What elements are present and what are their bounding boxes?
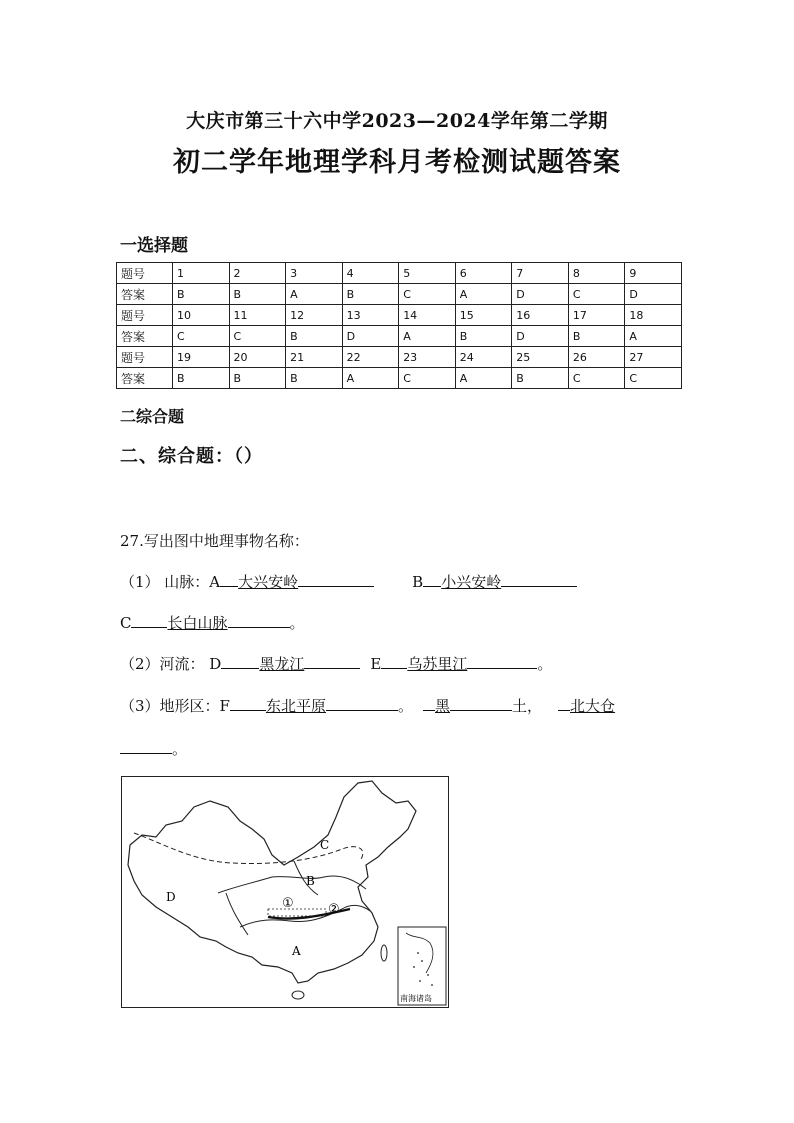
table-cell: 23 [399,347,456,368]
table-row [117,263,682,284]
table-cell: 5 [399,263,456,284]
answer-d: 黑龙江 [259,655,305,673]
title-line-2: 初二学年地理学科月考检测试题答案 [173,147,621,178]
table-cell: B [173,368,230,389]
row-label: 题号 [117,305,173,326]
map-label-b: B [306,874,315,888]
hainan-island [292,991,304,999]
table-cell: B [173,284,230,305]
map-label-a: A [292,944,301,958]
title-line-1: 大庆市第三十六中学2023—2024学年第二学期 [186,110,608,132]
answer-f: 东北平原 [265,697,326,715]
terrain-prefix: （3）地形区：F [120,697,230,715]
q27-line-rivers [120,653,552,674]
table-cell: C [625,368,682,389]
table-row [117,368,682,389]
region-line-3 [226,893,248,935]
table-cell: A [625,326,682,347]
table-cell: A [455,284,512,305]
section2-heading-full: 二、综合题：（） [120,446,263,467]
table-cell: C [399,368,456,389]
china-map-svg [122,777,448,1007]
china-map-figure [121,776,449,1008]
table-cell: 26 [568,347,625,368]
q27-line-mountains [120,571,577,592]
period: 。 [397,697,413,715]
period: 。 [172,740,188,758]
table-cell: A [455,368,512,389]
answer-table [116,262,682,389]
table-cell: 17 [568,305,625,326]
mountains-prefix: （1） 山脉：A [120,573,221,591]
rivers-prefix: （2）河流： D [120,655,222,673]
table-cell: B [455,326,512,347]
table-cell: B [229,368,286,389]
table-cell: 2 [229,263,286,284]
row-label: 答案 [117,368,173,389]
table-cell: 20 [229,347,286,368]
table-cell: 15 [455,305,512,326]
q27-prompt: 27.写出图中地理事物名称： [120,532,309,550]
soil-suffix: 土， [512,697,543,715]
table-cell: 1 [173,263,230,284]
table-cell: 12 [286,305,343,326]
answer-c: 长白山脉 [167,614,228,632]
table-cell: A [399,326,456,347]
table-cell: C [568,284,625,305]
table-cell: 11 [229,305,286,326]
table-cell: C [399,284,456,305]
section2-heading: 二综合题 [120,407,185,426]
row-label: 题号 [117,347,173,368]
table-cell: 16 [512,305,569,326]
table-row [117,284,682,305]
table-cell: 3 [286,263,343,284]
table-cell: 7 [512,263,569,284]
answer-a: 大兴安岭 [238,573,299,591]
table-cell: 21 [286,347,343,368]
period: 。 [289,614,305,632]
table-row [117,326,682,347]
table-cell: B [286,368,343,389]
table-cell: 24 [455,347,512,368]
answer-b: 小兴安岭 [441,573,502,591]
map-label-d: D [166,890,176,904]
table-cell: 8 [568,263,625,284]
table-cell: 13 [342,305,399,326]
table-cell: B [568,326,625,347]
table-cell: A [342,368,399,389]
period: 。 [537,655,553,673]
table-cell: 4 [342,263,399,284]
row-label: 题号 [117,263,173,284]
map-label-circle-1: ① [282,896,294,911]
answer-e: 乌苏里江 [407,655,468,673]
table-cell: D [342,326,399,347]
region-line-1 [218,876,366,893]
table-cell: C [173,326,230,347]
taiwan-island [381,945,387,961]
table-cell: B [229,284,286,305]
table-cell: 10 [173,305,230,326]
table-row [117,347,682,368]
table-row [117,305,682,326]
row-label: 答案 [117,326,173,347]
table-cell: B [512,368,569,389]
c-prefix: C [120,614,132,632]
table-cell: B [342,284,399,305]
table-cell: C [229,326,286,347]
answer-soil: 黑 [434,697,450,715]
q27-line-terrain [120,695,615,716]
table-cell: 14 [399,305,456,326]
map-label-c: C [320,838,330,852]
table-cell: D [512,326,569,347]
answer-granary: 北大仓 [570,697,616,715]
table-cell: 6 [455,263,512,284]
table-cell: 22 [342,347,399,368]
table-cell: B [286,326,343,347]
table-cell: C [568,368,625,389]
table-cell: 9 [625,263,682,284]
b-prefix: B [412,573,424,591]
table-cell: A [286,284,343,305]
row-label: 答案 [117,284,173,305]
table-cell: 19 [173,347,230,368]
country-outline [128,781,416,983]
q27-line-c [120,612,305,633]
map-label-circle-2: ② [328,902,340,917]
e-prefix: E [370,655,382,673]
table-cell: 25 [512,347,569,368]
q27-line-tail [120,738,187,759]
table-cell: D [625,284,682,305]
table-cell: D [512,284,569,305]
inset-label: 南海诸岛 [400,994,432,1003]
table-cell: 18 [625,305,682,326]
table-cell: 27 [625,347,682,368]
section1-heading: 一选择题 [120,236,188,256]
